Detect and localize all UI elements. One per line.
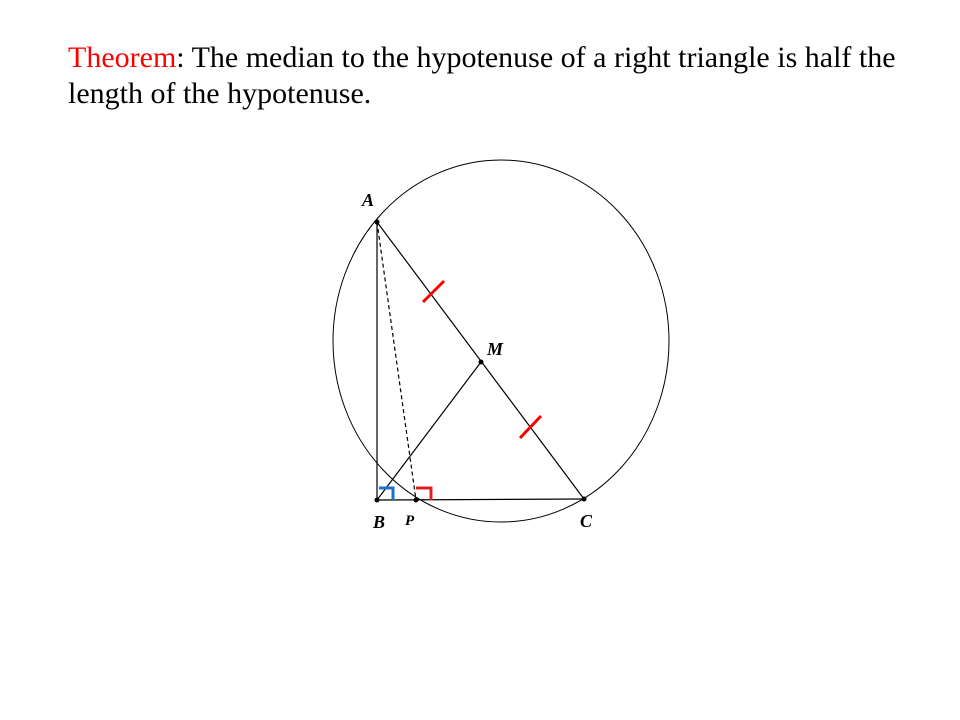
congruence-tick-mc — [520, 416, 541, 438]
theorem-label: Theorem — [68, 41, 177, 74]
theorem-text: The median to the hypotenuse of a right triangle is half the length of the hypotenuse. — [68, 41, 896, 110]
label-b: B — [373, 512, 386, 532]
point-b-dot — [375, 498, 380, 503]
label-c: C — [580, 511, 593, 531]
median-bm — [377, 362, 481, 500]
label-m: M — [487, 339, 504, 359]
point-a-dot — [375, 220, 380, 225]
segment-bc — [377, 499, 584, 500]
theorem-separator: : — [176, 41, 185, 74]
congruence-tick-am — [423, 281, 444, 302]
point-c-dot — [582, 497, 587, 502]
label-p: P — [405, 513, 415, 529]
point-m-dot — [479, 360, 484, 365]
segment-ap-dashed — [377, 222, 416, 500]
point-p-dot — [414, 498, 419, 503]
label-a: A — [362, 190, 375, 210]
